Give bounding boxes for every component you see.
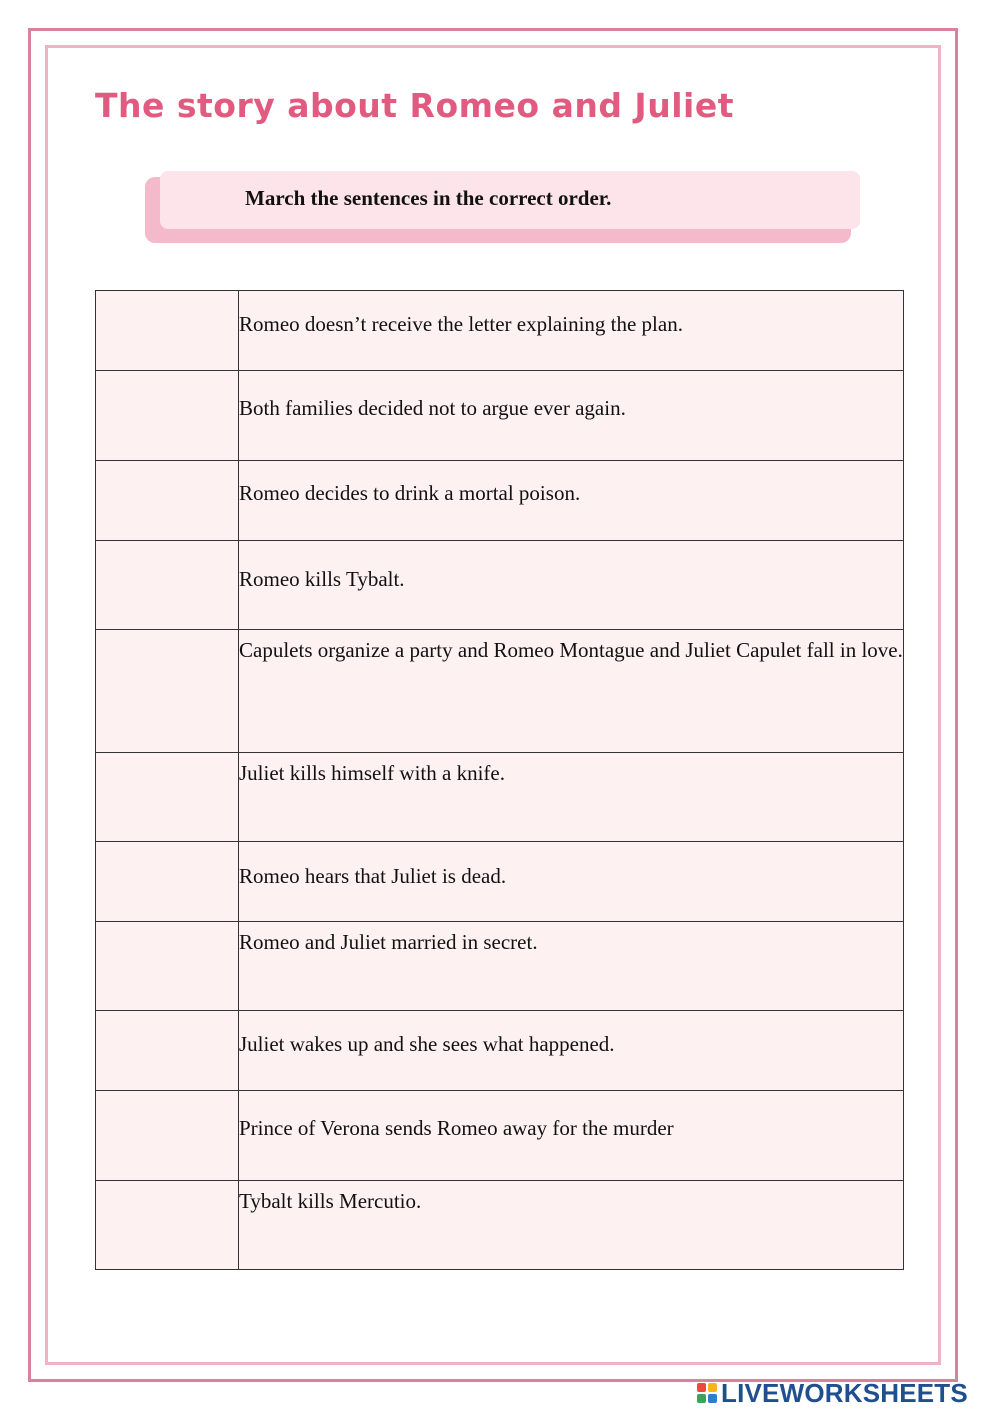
instruction-text: March the sentences in the correct order. — [245, 186, 612, 210]
table-row — [96, 371, 904, 461]
table-row — [96, 842, 904, 922]
page-title: The story about Romeo and Juliet — [95, 86, 734, 125]
liveworksheets-credit[interactable] — [697, 1378, 968, 1408]
answer-box[interactable] — [96, 461, 239, 541]
answer-box[interactable] — [96, 753, 239, 842]
brand-name: LIVEWORKSHEETS — [721, 1377, 968, 1408]
sentence-cell: Juliet kills himself with a knife. — [239, 753, 904, 842]
sentence-cell: Capulets organize a party and Romeo Montague and Juliet Capulet fall in love. — [239, 630, 904, 753]
answer-box[interactable] — [96, 1011, 239, 1091]
answer-box[interactable] — [96, 1181, 239, 1270]
ordering-table — [95, 290, 904, 1270]
sentence-cell: Romeo and Juliet married in secret. — [239, 922, 904, 1011]
sentence-cell: Romeo doesn’t receive the letter explaining the plan. — [239, 291, 904, 371]
answer-box[interactable] — [96, 1091, 239, 1181]
sentence-cell: Tybalt kills Mercutio. — [239, 1181, 904, 1270]
sentence-cell: Prince of Verona sends Romeo away for the murder — [239, 1091, 904, 1181]
table-row — [96, 630, 904, 753]
answer-box[interactable] — [96, 630, 239, 753]
table-row — [96, 753, 904, 842]
answer-box[interactable] — [96, 291, 239, 371]
liveworksheets-logo-icon — [697, 1383, 717, 1403]
table-row — [96, 1091, 904, 1181]
table-row — [96, 1011, 904, 1091]
table-row — [96, 291, 904, 371]
answer-box[interactable] — [96, 541, 239, 630]
sentence-cell: Romeo hears that Juliet is dead. — [239, 842, 904, 922]
table-row — [96, 922, 904, 1011]
table-row — [96, 461, 904, 541]
sentence-cell: Both families decided not to argue ever again. — [239, 371, 904, 461]
table-row — [96, 541, 904, 630]
sentence-cell: Romeo kills Tybalt. — [239, 541, 904, 630]
answer-box[interactable] — [96, 842, 239, 922]
answer-box[interactable] — [96, 922, 239, 1011]
table-row — [96, 1181, 904, 1270]
sentence-cell: Juliet wakes up and she sees what happened. — [239, 1011, 904, 1091]
sentence-cell: Romeo decides to drink a mortal poison. — [239, 461, 904, 541]
answer-box[interactable] — [96, 371, 239, 461]
